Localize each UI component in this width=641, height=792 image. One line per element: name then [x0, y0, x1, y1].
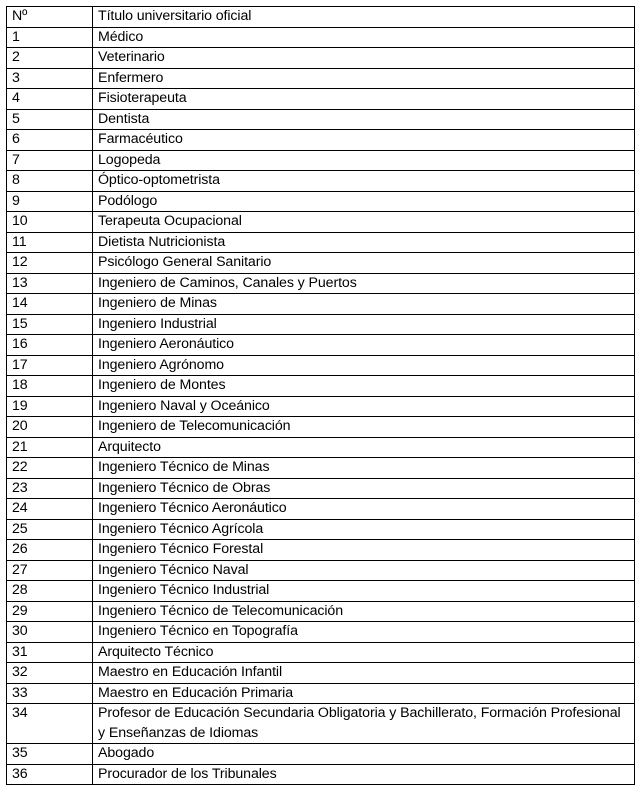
titles-table-body — [7, 7, 635, 785]
row-number: 18 — [7, 376, 93, 397]
row-title: Arquitecto Técnico — [93, 642, 635, 663]
row-number: 36 — [7, 764, 93, 785]
row-number: 9 — [7, 191, 93, 212]
titles-table — [6, 6, 635, 785]
row-number: 12 — [7, 253, 93, 274]
row-title: Ingeniero Naval y Oceánico — [93, 396, 635, 417]
row-number: 24 — [7, 499, 93, 520]
row-number: 7 — [7, 150, 93, 171]
row-number: 31 — [7, 642, 93, 663]
row-number: 28 — [7, 581, 93, 602]
row-number: 17 — [7, 355, 93, 376]
table-row — [7, 437, 635, 458]
row-number: 6 — [7, 130, 93, 151]
row-title: Ingeniero Técnico Agrícola — [93, 519, 635, 540]
row-title: Dietista Nutricionista — [93, 232, 635, 253]
row-number: 1 — [7, 27, 93, 48]
table-row — [7, 89, 635, 110]
table-row — [7, 396, 635, 417]
row-title: Médico — [93, 27, 635, 48]
row-number: 10 — [7, 212, 93, 233]
table-row — [7, 232, 635, 253]
table-row — [7, 704, 635, 744]
row-title: Ingeniero Industrial — [93, 314, 635, 335]
row-title: Logopeda — [93, 150, 635, 171]
table-row — [7, 478, 635, 499]
row-title: Dentista — [93, 109, 635, 130]
row-number: 16 — [7, 335, 93, 356]
row-title: Fisioterapeuta — [93, 89, 635, 110]
row-title: Psicólogo General Sanitario — [93, 253, 635, 274]
row-number: 32 — [7, 663, 93, 684]
table-header-row — [7, 7, 635, 28]
row-number: 26 — [7, 540, 93, 561]
row-title: Ingeniero Aeronáutico — [93, 335, 635, 356]
row-number: 14 — [7, 294, 93, 315]
table-row — [7, 68, 635, 89]
table-row — [7, 130, 635, 151]
row-title: Ingeniero Técnico Naval — [93, 560, 635, 581]
table-row — [7, 417, 635, 438]
table-row — [7, 744, 635, 765]
table-row — [7, 622, 635, 643]
table-row — [7, 335, 635, 356]
row-number: 30 — [7, 622, 93, 643]
row-title: Ingeniero de Caminos, Canales y Puertos — [93, 273, 635, 294]
table-row — [7, 48, 635, 69]
row-title: Ingeniero de Montes — [93, 376, 635, 397]
row-title: Ingeniero de Telecomunicación — [93, 417, 635, 438]
row-number: 34 — [7, 704, 93, 744]
table-row — [7, 212, 635, 233]
row-title: Podólogo — [93, 191, 635, 212]
row-title: Farmacéutico — [93, 130, 635, 151]
table-row — [7, 150, 635, 171]
table-row — [7, 253, 635, 274]
table-row — [7, 109, 635, 130]
row-title: Ingeniero de Minas — [93, 294, 635, 315]
table-row — [7, 540, 635, 561]
table-row — [7, 560, 635, 581]
table-row — [7, 601, 635, 622]
row-number: 23 — [7, 478, 93, 499]
row-number: 8 — [7, 171, 93, 192]
row-title: Ingeniero Técnico de Minas — [93, 458, 635, 479]
row-title: Ingeniero Técnico Forestal — [93, 540, 635, 561]
row-number: 29 — [7, 601, 93, 622]
table-row — [7, 273, 635, 294]
row-number: 33 — [7, 683, 93, 704]
row-title: Ingeniero Técnico Aeronáutico — [93, 499, 635, 520]
row-title: Enfermero — [93, 68, 635, 89]
row-number: 25 — [7, 519, 93, 540]
row-title: Procurador de los Tribunales — [93, 764, 635, 785]
row-number: 20 — [7, 417, 93, 438]
row-title: Ingeniero Técnico en Topografía — [93, 622, 635, 643]
table-row — [7, 314, 635, 335]
row-title: Abogado — [93, 744, 635, 765]
row-title: Ingeniero Técnico de Obras — [93, 478, 635, 499]
row-title: Maestro en Educación Infantil — [93, 663, 635, 684]
table-row — [7, 376, 635, 397]
row-number: 11 — [7, 232, 93, 253]
row-title: Maestro en Educación Primaria — [93, 683, 635, 704]
row-number: 15 — [7, 314, 93, 335]
table-row — [7, 764, 635, 785]
table-row — [7, 499, 635, 520]
table-row — [7, 171, 635, 192]
row-title: Terapeuta Ocupacional — [93, 212, 635, 233]
row-number: 4 — [7, 89, 93, 110]
row-number: 3 — [7, 68, 93, 89]
row-title: Veterinario — [93, 48, 635, 69]
row-title: Ingeniero Técnico Industrial — [93, 581, 635, 602]
row-number: 21 — [7, 437, 93, 458]
table-row — [7, 458, 635, 479]
row-title: Profesor de Educación Secundaria Obligatoria y Bachillerato, Formación Profesional y Enseñanzas de Idiomas — [93, 704, 635, 744]
table-row — [7, 355, 635, 376]
row-number: 2 — [7, 48, 93, 69]
header-title: Título universitario oficial — [93, 7, 635, 28]
row-number: 5 — [7, 109, 93, 130]
table-row — [7, 642, 635, 663]
table-row — [7, 683, 635, 704]
table-row — [7, 519, 635, 540]
row-title: Arquitecto — [93, 437, 635, 458]
table-row — [7, 191, 635, 212]
table-row — [7, 294, 635, 315]
table-row — [7, 27, 635, 48]
row-number: 13 — [7, 273, 93, 294]
header-number: Nº — [7, 7, 93, 28]
table-row — [7, 663, 635, 684]
row-number: 19 — [7, 396, 93, 417]
table-row — [7, 581, 635, 602]
row-title: Ingeniero Agrónomo — [93, 355, 635, 376]
row-number: 35 — [7, 744, 93, 765]
row-title: Ingeniero Técnico de Telecomunicación — [93, 601, 635, 622]
row-title: Óptico-optometrista — [93, 171, 635, 192]
row-number: 27 — [7, 560, 93, 581]
row-number: 22 — [7, 458, 93, 479]
